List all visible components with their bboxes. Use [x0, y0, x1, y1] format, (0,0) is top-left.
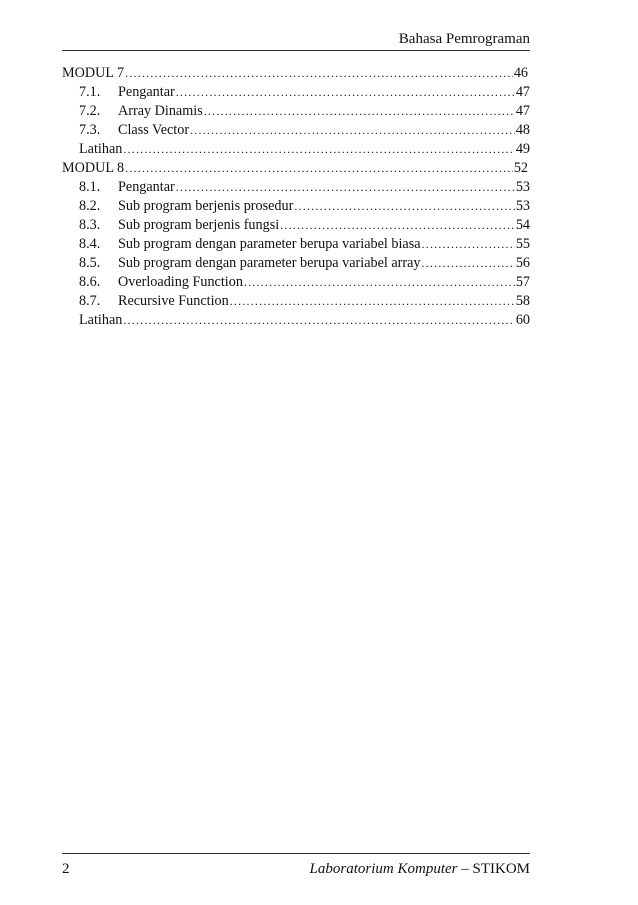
toc-entry-title: MODUL 8 [62, 160, 125, 176]
toc-entry-page: 54 [515, 217, 530, 233]
toc-leader-dots [294, 197, 514, 216]
toc-leader-dots [204, 102, 515, 121]
toc-entry-8-7[interactable] [62, 292, 530, 311]
toc-entry-number: 8.4. [79, 236, 101, 252]
footer-page-number: 2 [62, 861, 70, 877]
toc-entry-page: 47 [515, 103, 530, 119]
toc-entry-number: 8.2. [79, 198, 101, 214]
toc-leader-dots [190, 121, 515, 140]
toc-leader-dots [123, 311, 514, 330]
page-header [62, 28, 530, 51]
toc-entry-page: 46 [513, 65, 528, 81]
toc-entry-7-1[interactable] [62, 83, 530, 102]
page-footer [62, 853, 530, 880]
footer-publisher-italic: Laboratorium Komputer [309, 861, 458, 877]
toc-leader-dots [280, 216, 515, 235]
toc-entry-title: Pengantar [118, 179, 175, 195]
toc-entry-page: 47 [515, 84, 530, 100]
toc-entry-7-2[interactable] [62, 102, 530, 121]
footer-publisher-plain: – STIKOM [457, 861, 530, 877]
toc-entry-page: 60 [515, 312, 530, 328]
toc-entry-number: 7.1. [79, 84, 101, 100]
toc-leader-dots [176, 178, 515, 197]
toc-entry-8-4[interactable] [62, 235, 530, 254]
toc-entry-title: Sub program dengan parameter berupa variabel biasa [118, 236, 421, 252]
footer-publisher [310, 860, 530, 878]
toc-entry-modul-8[interactable] [62, 159, 530, 178]
toc-entry-page: 48 [515, 122, 530, 138]
toc-entry-page: 55 [515, 236, 530, 252]
toc-entry-page: 53 [515, 179, 530, 195]
toc-entry-title: Sub program dengan parameter berupa variabel array [118, 255, 421, 271]
toc-entry-title: Overloading Function [118, 274, 243, 290]
toc-leader-dots [230, 292, 515, 311]
toc-entry-8-3[interactable] [62, 216, 530, 235]
toc-entry-8-5[interactable] [62, 254, 530, 273]
header-title: Bahasa Pemrograman [398, 31, 530, 47]
toc-entry-title: Class Vector [118, 122, 190, 138]
toc-entry-8-2[interactable] [62, 197, 530, 216]
toc-entry-page: 52 [513, 160, 528, 176]
toc-entry-title: MODUL 7 [62, 65, 125, 81]
toc-leader-dots [176, 83, 515, 102]
toc-entry-8-6[interactable] [62, 273, 530, 292]
toc-entry-title: Array Dinamis [118, 103, 203, 119]
toc-entry-title: Pengantar [118, 84, 175, 100]
toc-entry-8-1[interactable] [62, 178, 530, 197]
toc-entry-number: 8.7. [79, 293, 101, 309]
toc-leader-dots [123, 140, 514, 159]
toc-entry-title: Latihan [79, 312, 123, 328]
toc-entry-modul-7[interactable] [62, 64, 530, 83]
toc-entry-page: 49 [515, 141, 530, 157]
table-of-contents [62, 64, 530, 330]
toc-entry-number: 7.2. [79, 103, 101, 119]
toc-entry-page: 58 [515, 293, 530, 309]
toc-entry-latihan-8[interactable] [62, 311, 530, 330]
toc-entry-latihan-7[interactable] [62, 140, 530, 159]
toc-leader-dots [422, 235, 515, 254]
toc-entry-page: 53 [515, 198, 530, 214]
toc-entry-7-3[interactable] [62, 121, 530, 140]
toc-entry-title: Sub program berjenis fungsi [118, 217, 280, 233]
toc-leader-dots [125, 159, 513, 178]
toc-entry-title: Sub program berjenis prosedur [118, 198, 294, 214]
toc-entry-title: Latihan [79, 141, 123, 157]
toc-entry-number: 8.5. [79, 255, 101, 271]
toc-entry-number: 8.3. [79, 217, 101, 233]
toc-leader-dots [244, 273, 515, 292]
toc-entry-page: 57 [515, 274, 530, 290]
toc-leader-dots [125, 64, 513, 83]
toc-entry-number: 7.3. [79, 122, 101, 138]
toc-entry-title: Recursive Function [118, 293, 229, 309]
toc-leader-dots [422, 254, 515, 273]
toc-entry-page: 56 [515, 255, 530, 271]
toc-entry-number: 8.1. [79, 179, 101, 195]
toc-entry-number: 8.6. [79, 274, 101, 290]
